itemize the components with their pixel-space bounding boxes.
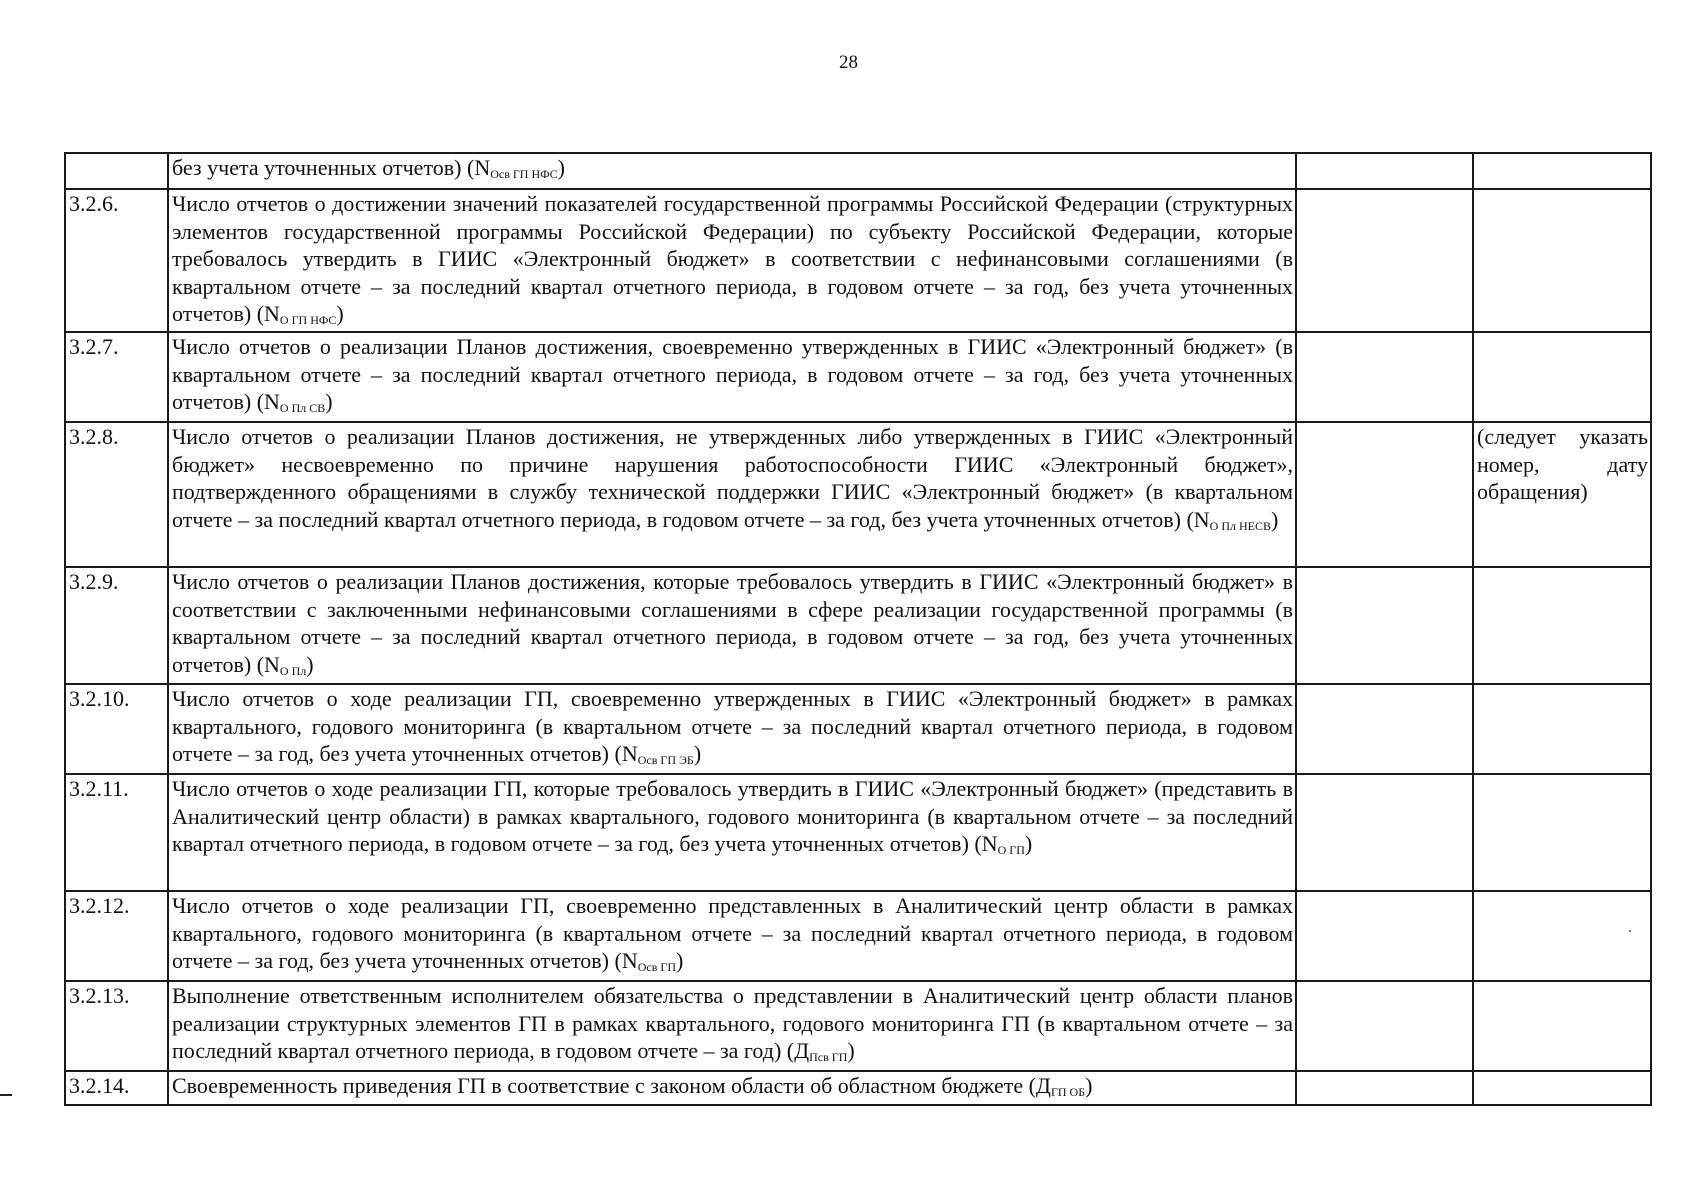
scan-speck — [1629, 930, 1631, 932]
note-cell — [1473, 189, 1651, 332]
row-description — [168, 684, 1296, 774]
table-row — [65, 684, 1651, 774]
description-text: Выполнение ответственным исполнителем обязательства о представлении в Аналитический центр области планов реализации структурных элементов ГП в рамках квартального, годового мониторинга ГП (в квартальном отчете – за последний квартал отчетного периода, в годовом отчете – за год) — [172, 983, 1293, 1063]
row-number: 3.2.6. — [65, 189, 168, 332]
indicator-symbol: $(N_{Осв ГП})$ — [614, 948, 684, 974]
note-cell: (следует указать номер, дату обращения) — [1473, 422, 1651, 567]
description-text: Число отчетов о ходе реализации ГП, своевременно утвержденных в ГИИС «Электронный бюджет» в рамках квартального, годового мониторинга (в квартальном отчете – за последний квартал отчетного периода, в годовом отчете – за год, без учета уточненных отчетов) — [172, 686, 1293, 766]
indicator-subscript: Осв ГП НФС — [490, 167, 558, 181]
value-cell — [1296, 891, 1473, 981]
row-description — [168, 332, 1296, 422]
table-row — [65, 1071, 1651, 1105]
row-description — [168, 1071, 1296, 1105]
indicator-symbol: $(Д_{Псв ГП})$ — [786, 1038, 855, 1064]
row-number: 3.2.11. — [65, 774, 168, 891]
row-description — [168, 981, 1296, 1071]
row-number: 3.2.12. — [65, 891, 168, 981]
description-text: Число отчетов о реализации Планов достижения, не утвержденных либо утвержденных в ГИИС «Электронный бюджет» несвоевременно по причине нарушения работоспособности ГИИС «Электронный бюджет», подтвержденного обращениями в службу технической поддержки ГИИС «Электронный бюджет» (в квартальном отчете – за последний квартал отчетного периода, в годовом отчете – за год, без учета уточненных отчетов) — [172, 424, 1293, 532]
table-row — [65, 332, 1651, 422]
row-description — [168, 891, 1296, 981]
row-description — [168, 422, 1296, 567]
row-number: 3.2.13. — [65, 981, 168, 1071]
row-number: 3.2.14. — [65, 1071, 168, 1105]
note-cell — [1473, 567, 1651, 684]
indicator-subscript: Осв ГП — [637, 960, 676, 974]
table-row — [65, 891, 1651, 981]
row-number: 3.2.8. — [65, 422, 168, 567]
description-text: Своевременность приведения ГП в соответствие с законом области об областном бюджете — [172, 1073, 1024, 1098]
description-text: без учета уточненных отчетов) — [172, 155, 462, 180]
value-cell — [1296, 332, 1473, 422]
row-description — [168, 567, 1296, 684]
value-cell — [1296, 981, 1473, 1071]
row-description — [168, 153, 1296, 189]
indicator-subscript: О ГП — [997, 843, 1025, 857]
indicator-symbol: $(N_{О Пл})$ — [256, 651, 314, 678]
row-number: 3.2.10. — [65, 684, 168, 774]
note-cell — [1473, 891, 1651, 981]
value-cell — [1296, 774, 1473, 891]
note-cell — [1473, 981, 1651, 1071]
indicator-symbol: $(N_{О ГП НФС})$ — [256, 301, 344, 327]
indicator-subscript: О ГП НФС — [279, 313, 337, 327]
value-cell — [1296, 153, 1473, 189]
table-row — [65, 153, 1651, 189]
note-cell — [1473, 332, 1651, 422]
row-number: 3.2.7. — [65, 332, 168, 422]
page-number: 28 — [839, 52, 858, 73]
note-cell — [1473, 153, 1651, 189]
description-text: Число отчетов о реализации Планов достижения, которые требовалось утвердить в ГИИС «Электронный бюджет» в соответствии с заключенными нефинансовыми соглашениями в сфере реализации государственной программы (в квартальном отчете – за последний квартал отчетного периода, в годовом отчете – за год, без учета уточненных отчетов) — [172, 569, 1293, 677]
indicator-subscript: Осв ГП ЭБ — [637, 753, 694, 767]
note-cell — [1473, 1071, 1651, 1105]
description-text: Число отчетов о ходе реализации ГП, своевременно представленных в Аналитический центр области в рамках квартального, годового мониторинга (в квартальном отчете – за последний квартал отчетного периода, в годовом отчете – за год, без учета уточненных отчетов) — [172, 893, 1293, 973]
note-cell — [1473, 684, 1651, 774]
note-cell — [1473, 774, 1651, 891]
indicator-subscript: Псв ГП — [809, 1050, 848, 1064]
value-cell — [1296, 189, 1473, 332]
indicator-subscript: О Пл — [279, 663, 307, 678]
table-row — [65, 567, 1651, 684]
table-row — [65, 189, 1651, 332]
value-cell — [1296, 422, 1473, 567]
value-cell — [1296, 684, 1473, 774]
row-number — [65, 153, 168, 189]
indicator-subscript: ГП ОБ — [1050, 1085, 1086, 1099]
margin-tick-mark — [0, 1094, 12, 1096]
indicator-symbol: $(N_{О ГП})$ — [974, 831, 1033, 857]
value-cell — [1296, 567, 1473, 684]
row-number: 3.2.9. — [65, 567, 168, 684]
table-row — [65, 774, 1651, 891]
indicator-symbol: $(Д_{ГП ОБ})$ — [1028, 1073, 1093, 1099]
description-text: Число отчетов о достижении значений показателей государственной программы Российской Федерации (структурных элементов государственной программы Российской Федерации) по субъекту Российской Федерации, которые требовалось утвердить в ГИИС «Электронный бюджет» в соответствии с нефинансовыми соглашениями (в квартальном отчете – за последний квартал отчетного периода, в годовом отчете – за год, без учета уточненных отчетов) — [172, 191, 1293, 326]
indicator-symbol: $(N_{Осв ГП ЭБ})$ — [614, 741, 702, 767]
row-description — [168, 189, 1296, 332]
value-cell — [1296, 1071, 1473, 1105]
table-row — [65, 422, 1651, 567]
table-row — [65, 981, 1651, 1071]
indicator-symbol: $(N_{О Пл НЕСВ})$ — [1186, 506, 1279, 533]
indicator-symbol: $(N_{Осв ГП НФС})$ — [466, 155, 565, 181]
description-text: Число отчетов о ходе реализации ГП, которые требовалось утвердить в ГИИС «Электронный бюджет» (представить в Аналитический центр области) в рамках квартального, годового мониторинга (в квартальном отчете – за последний квартал отчетного периода, в годовом отчете – за год, без учета уточненных отчетов) — [172, 776, 1293, 856]
indicator-subscript: О Пл СВ — [279, 401, 326, 415]
description-text: Число отчетов о реализации Планов достижения, своевременно утвержденных в ГИИС «Электронный бюджет» (в квартальном отчете – за последний квартал отчетного периода, в годовом отчете – за год, без учета уточненных отчетов) — [172, 334, 1293, 414]
row-description — [168, 774, 1296, 891]
indicator-symbol: $(N_{О Пл СВ})$ — [256, 389, 333, 415]
indicators-table — [64, 152, 1652, 1106]
indicator-subscript: О Пл НЕСВ — [1209, 518, 1271, 533]
